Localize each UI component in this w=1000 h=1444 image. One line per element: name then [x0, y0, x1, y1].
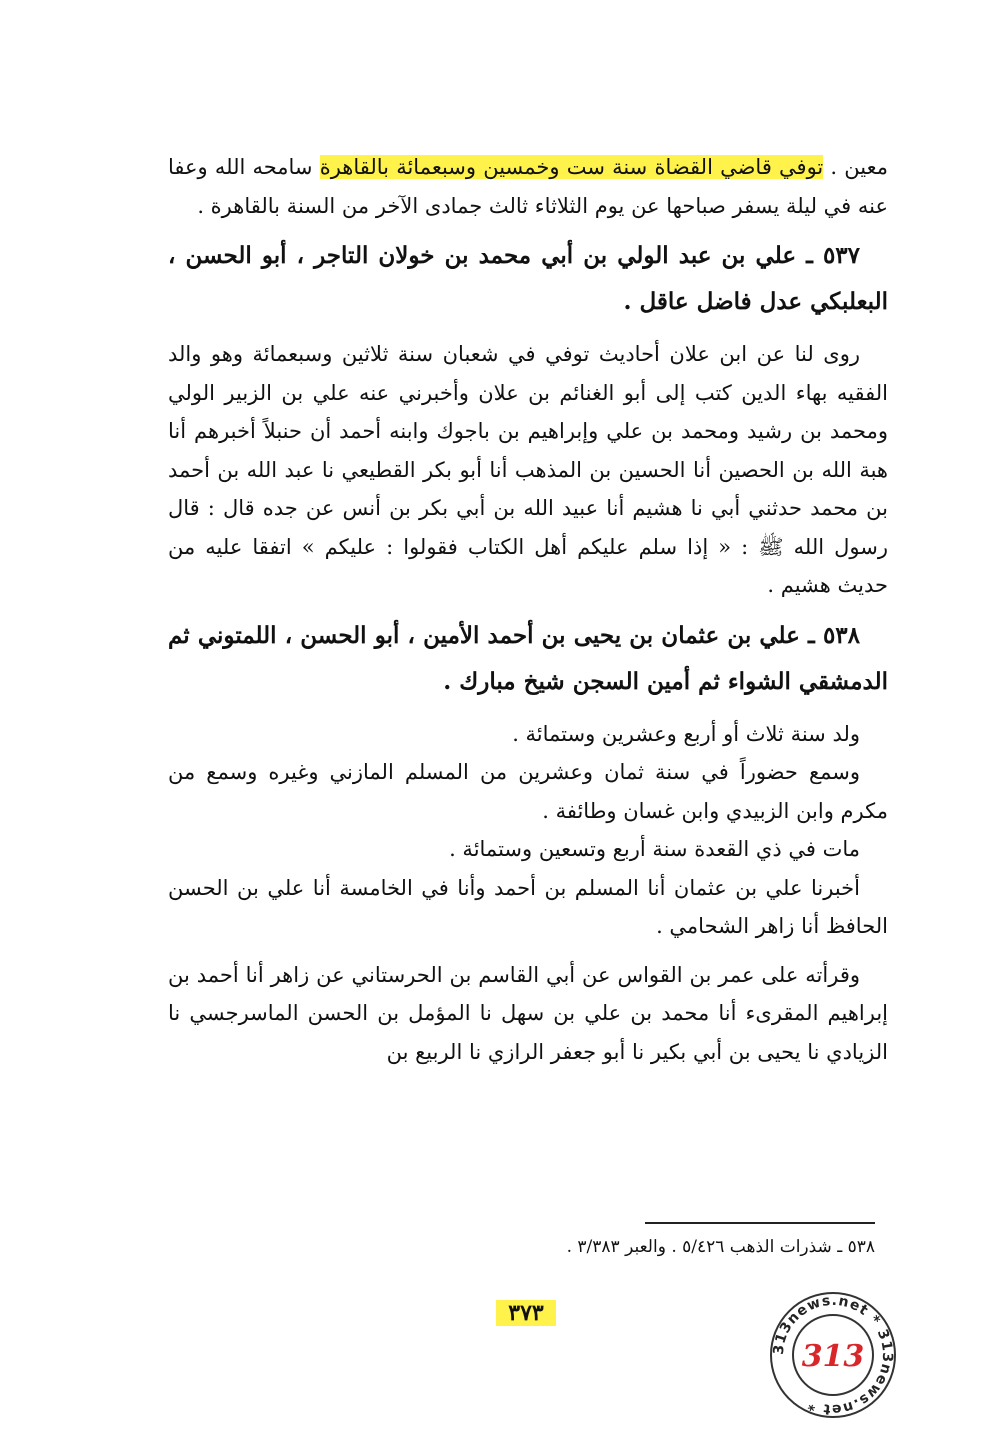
text-rest: سامحه الله وعفا عنه في ليلة يسفر صباحها عن يوم الثلاثاء ثالث جمادى الآخر من السنة بالقاهرة .	[168, 155, 888, 218]
entry-538-chain-1: أخبرنا علي بن عثمان أنا المسلم بن أحمد وأنا في الخامسة أنا علي بن الحسن الحافظ أنا زاهر الشحامي .	[168, 875, 888, 938]
watermark-stamp-icon	[768, 1290, 898, 1420]
footnote-divider	[645, 1222, 875, 1224]
entry-538-chain-2: وقرأته على عمر بن القواس عن أبي القاسم بن الحرستاني عن زاهر أنا أحمد بن إبراهيم المقرىء أنا محمد بن علي بن سهل نا المؤمل بن الحسن الماسرجسي نا الزيادي نا يحيى بن أبي بكير نا أبو جعفر الرازي نا الربيع بن	[168, 962, 889, 1064]
page-body	[168, 148, 888, 1071]
entry-538-heading: ٥٣٨ ـ علي بن عثمان بن يحيى بن أحمد الأمين ، أبو الحسن ، اللمتوني ثم الدمشقي الشواء ثم أمين السجن شيخ مبارك .	[168, 621, 888, 695]
page-number: ٣٧٣	[496, 1300, 556, 1326]
entry-537-body: روى لنا عن ابن علان أحاديث توفي في شعبان سنة ثلاثين وسبعمائة وهو والد الفقيه بهاء الدين كتب إلى أبو الغنائم بن علان وأخبرني عنه علي بن الزبير الولي ومحمد بن رشيد ومحمد بن علي وإبراهيم بن باجوك وابنه أحمد أن حنبلاً أخبرهم أنا هبة الله بن الحصين أنا الحسين بن المذهب أنا أبو بكر القطيعي نا عبد الله بن أحمد بن محمد حدثني أبي نا هشيم أنا عبيد الله بن أبي بكر بن أنس عن جده قال : قال رسول الله ﷺ : « إذا سلم عليكم أهل الكتاب فقولوا : عليكم » اتفقا عليه من حديث هشيم .	[168, 342, 888, 597]
stamp-center-text: 313	[801, 1339, 865, 1374]
highlighted-text: توفي قاضي القضاة سنة ست وخمسين وسبعمائة بالقاهرة	[319, 155, 824, 179]
entry-538-hearing: وسمع حضوراً في سنة ثمان وعشرين من المسلم المازني وغيره وسمع من مكرم وابن الزبيدي وابن غسان وطائفة .	[168, 760, 888, 823]
footnote: ٥٣٨ ـ شذرات الذهب ٥/٤٢٦ . والعبر ٣/٣٨٣ .	[566, 1237, 875, 1257]
entry-538-death: مات في ذي القعدة سنة أربع وتسعين وستمائة .	[449, 837, 860, 861]
paragraph-continuation	[168, 148, 888, 225]
stamp-ring-text: 313news.net * 313news.net *	[770, 1292, 896, 1418]
entry-538-birth: ولد سنة ثلاث أو أربع وعشرين وستمائة .	[512, 721, 860, 746]
text-lead: معين .	[823, 155, 888, 179]
entry-537-heading: ٥٣٧ ـ علي بن عبد الولي بن أبي محمد بن خولان التاجر ، أبو الحسن ، البعلبكي عدل فاضل عاقل .	[168, 242, 888, 315]
